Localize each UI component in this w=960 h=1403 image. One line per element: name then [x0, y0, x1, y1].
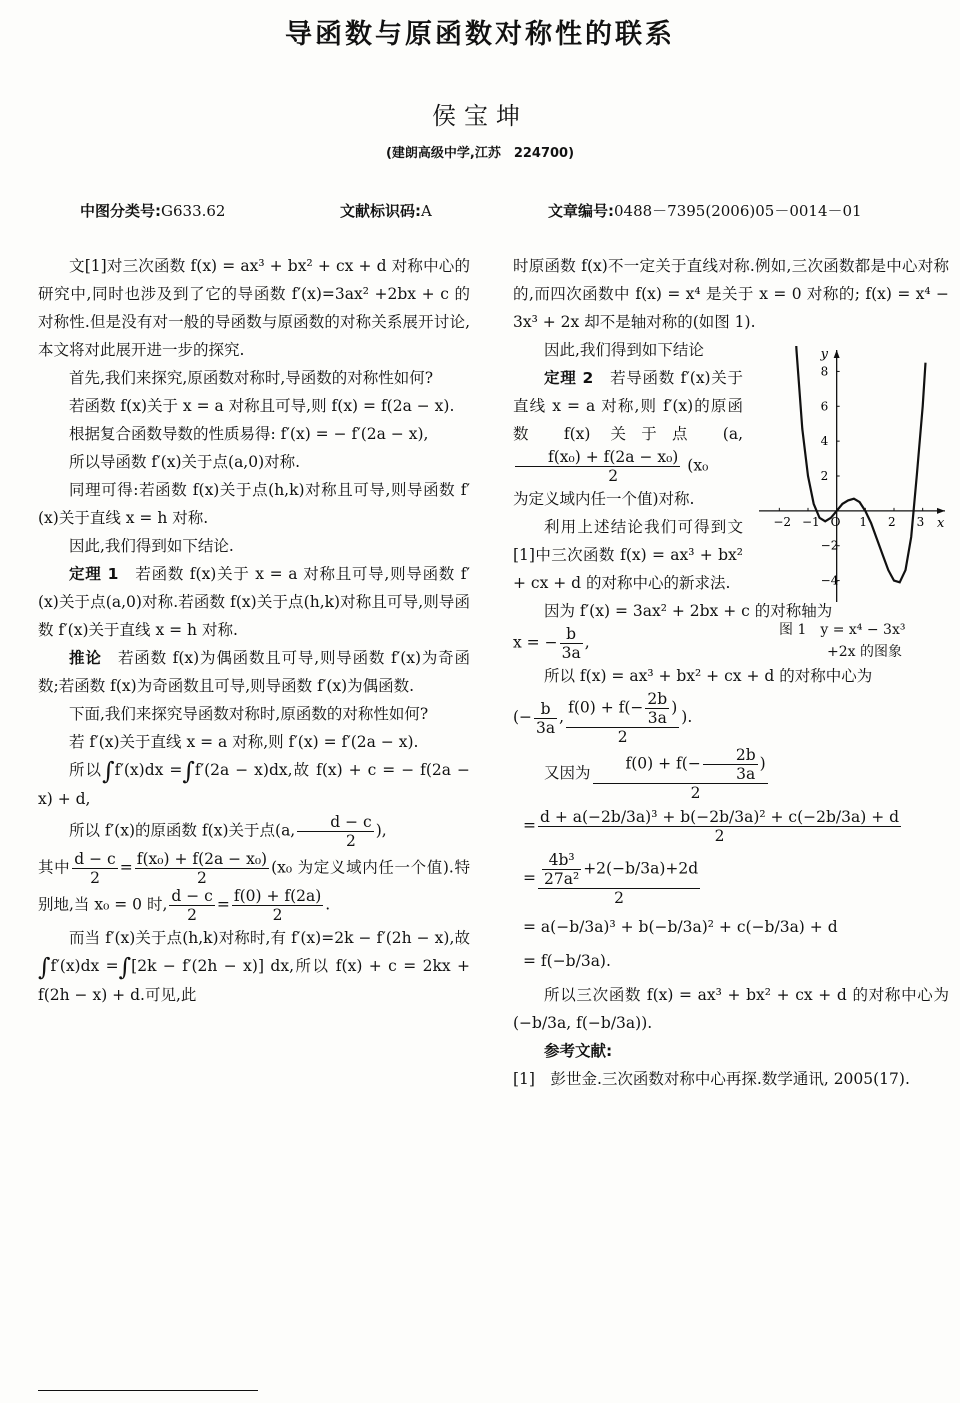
paper-title: 导函数与原函数对称性的联系 — [285, 19, 675, 50]
doc-code: 文献标识码:A — [340, 202, 432, 220]
x-tick-label: −1 — [802, 514, 820, 529]
paragraph: 因此,我们得到如下结论. — [69, 537, 234, 555]
x-tick-label: 3 — [916, 514, 925, 529]
corollary: 推论 若函数 f(x)为偶函数且可导,则导函数 f′(x)为奇函数;若函数 f(x)为奇函数且可导,则导函数 f′(x)为偶函数. — [38, 649, 470, 695]
paragraph: 若函数 f(x)关于 x = a 对称且可导,则 f(x) = f(2a − x). — [69, 397, 455, 415]
x-tick-label: −2 — [773, 514, 792, 529]
paragraph: 因为 f′(x) = 3ax² + 2bx + c 的对称轴为 — [544, 602, 833, 620]
paragraph: 为定义域内任一个值)对称. — [513, 490, 695, 508]
conclusion: 所以三次函数 f(x) = ax³ + bx² + cx + d 的对称中心为(−b/3a, f(−b/3a)). — [513, 986, 949, 1032]
equation: = f(−b/3a). — [523, 952, 611, 970]
axis-formula: x = − $\frac{b}{3a}$ , — [513, 625, 590, 662]
paragraph: 文[1]对三次函数 f(x) = ax³ + bx² + cx + d 对称中心的研究中,同时也涉及到了它的导函数 f′(x)=3ax² +2bx + c 的对称性.但是没有对一般的导函数与原函数的对称关系展开讨论,本文将对此展开进一步的探究. — [38, 257, 470, 359]
integral-line: 所以∫f′(x)dx =∫f′(2a − x)dx,故 f(x) + c = − f(2a − x) + d, — [38, 757, 470, 808]
y-tick-label: 6 — [820, 399, 829, 414]
paragraph: 所以导函数 f′(x)关于点(a,0)对称. — [69, 453, 301, 471]
right-column — [513, 252, 949, 1093]
paragraph: 若 f′(x)关于直线 x = a 对称,则 f′(x) = f′(2a − x). — [69, 733, 419, 751]
references-heading: 参考文献: — [544, 1042, 613, 1060]
x-tick-label: O — [830, 514, 841, 529]
x-axis-arrow — [937, 508, 945, 514]
fraction: $\frac{\text{f(x₀) + f(2a − x₀)}}{2}$ — [515, 448, 680, 485]
reference-item: [1] 彭世金.三次函数对称中心再探.数学通讯, 2005(17). — [513, 1070, 910, 1088]
paragraph: 所以 f(x) = ax³ + bx² + cx + d 的对称中心为 — [544, 667, 873, 685]
fraction: $\frac{\text{f(x₀) + f(2a − x₀)}}{2}$ — [136, 850, 268, 887]
center-formula: (− $\frac{b}{3a}$ , f(0) + f(− $\frac{2b}{3a}$ ) 2 ). — [513, 690, 693, 746]
wrapped-text — [513, 336, 743, 485]
x-tick-label: 1 — [859, 514, 867, 529]
theorem-2: 定理 2 若导函数 f′(x)关于直线 x = a 对称,则 f′(x)的原函数 f(x) 关于点 (a, $\frac{\text{f(x₀) + f(2a − x₀)}}{2}$ (x₀ — [513, 369, 743, 485]
paragraph: 因此,我们得到如下结论 — [544, 341, 704, 359]
fraction: $\frac{f(0) + f(2a)}{2}$ — [233, 887, 322, 924]
paragraph: 同理可得:若函数 f(x)关于点(h,k)对称且可导,则导函数 f′(x)关于直线 x = h 对称. — [38, 481, 470, 527]
paragraph: 而当 f′(x)关于点(h,k)对称时,有 f′(x)=2k − f′(2h − x),故∫f′(x)dx =∫[2k − f′(2h − x)] dx,所以 f(x) + c = 2kx + f(2h − x) + d.可见,此 — [38, 929, 470, 1004]
figure-1 — [753, 346, 949, 662]
y-tick-label: 2 — [820, 469, 829, 483]
paragraph: 其中 $\frac{d - c}{2}$ = $\frac{\text{f(x₀) + f(2a − x₀)}}{2}$ (x₀ 为定义域内任一个值).特别地,当 x₀ = 0 时, $\frac{d - c}{2}$ = $\frac{f(0) + f(2a)}{2}$ . — [38, 850, 470, 924]
paragraph: 所以 f′(x)的原函数 f(x)关于点(a, $\frac{d - c}{2}$ ), — [69, 813, 387, 850]
function-graph — [753, 346, 949, 606]
y-axis-label: y — [820, 347, 829, 362]
fraction: $\frac{d - c}{2}$ — [171, 887, 213, 924]
curve-series — [791, 346, 926, 582]
clc-number: 中图分类号:G633.62 — [80, 202, 226, 220]
y-tick-label: −2 — [820, 538, 839, 553]
y-tick-label: 4 — [820, 434, 829, 449]
figure-caption: 图 1 y = x⁴ − 3x³ +2x 的图象 — [779, 622, 906, 660]
paragraph: 根据复合函数导数的性质易得: f′(x) = − f′(2a − x), — [69, 425, 429, 443]
equation: = a(−b/3a)³ + b(−b/3a)² + c(−b/3a) + d — [523, 918, 838, 936]
y-axis-arrow — [834, 350, 840, 358]
article-number: 文章编号:0488－7395(2006)05－0014－01 — [548, 202, 862, 220]
author: 侯宝坤 — [432, 102, 528, 130]
paragraph: 首先,我们来探究,原函数对称时,导函数的对称性如何? — [69, 369, 434, 387]
derivation-start: 又因为 f(0) + f(− $\frac{2b}{3a}$ ) 2 — [544, 746, 766, 802]
y-tick-label: 8 — [820, 364, 829, 379]
equation: = $\frac{\text{d + a(−2b/3a)³ + b(−2b/3a)² + c(−2b/3a) + d}}{2}$ — [523, 808, 900, 845]
paragraph: 利用上述结论我们可得到文[1]中三次函数 f(x) = ax³ + bx² + cx + d 的对称中心的新求法. — [513, 518, 743, 592]
x-axis-label: x — [937, 515, 945, 531]
x-tick-label: 2 — [888, 514, 896, 529]
fraction: $\frac{d - c}{2}$ — [297, 813, 373, 850]
paragraph: 下面,我们来探究导函数对称时,原函数的对称性如何? — [69, 705, 429, 723]
theorem-1: 定理 1 若函数 f(x)关于 x = a 对称且可导,则导函数 f′(x)关于点(a,0)对称.若函数 f(x)关于点(h,k)对称且可导,则导函数 f′(x)关于直线 x = h 对称. — [38, 565, 470, 639]
equation: = $\frac{\text{4b³}}{\text{27a²}}$ +2(−b/3a)+2d 2 — [523, 851, 699, 907]
left-column — [38, 252, 470, 1009]
y-tick-label: −4 — [820, 573, 839, 588]
fraction: $\frac{d - c}{2}$ — [74, 850, 116, 887]
paragraph: 时原函数 f(x)不一定关于直线对称.例如,三次函数都是中心对称的,而四次函数中 f(x) = x⁴ 是关于 x = 0 对称的; f(x) = x⁴ − 3x³ + 2x 却不是轴对称的(如图 1). — [513, 257, 949, 331]
footnote-rule — [38, 1390, 258, 1391]
affiliation: (建朗高级中学,江苏 224700) — [385, 146, 575, 161]
